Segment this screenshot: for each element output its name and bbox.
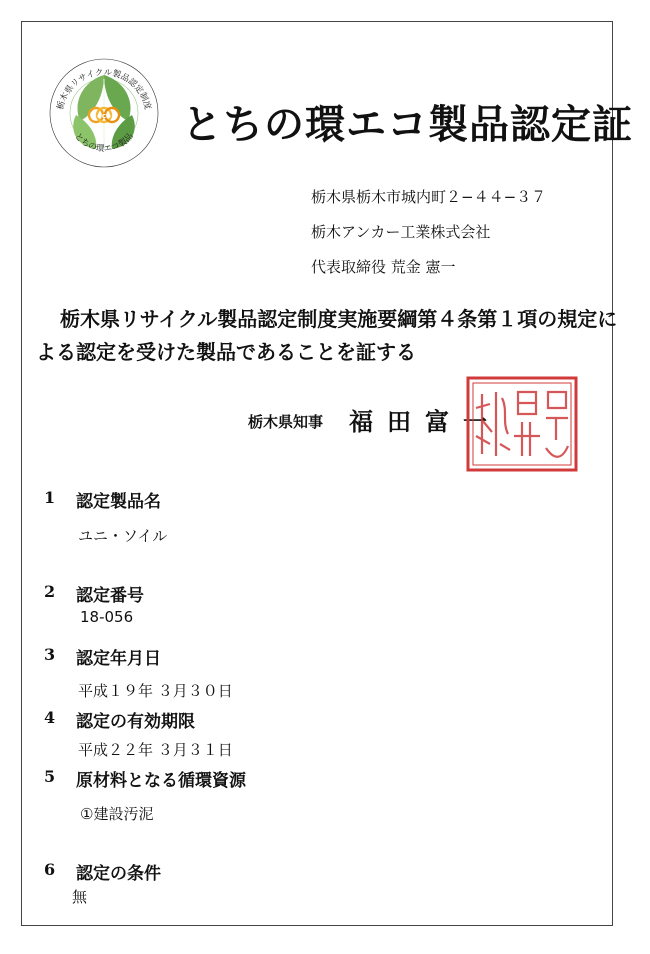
item-heading-cert-date: 認定年月日 (76, 649, 161, 669)
item-number: 5 (44, 767, 56, 786)
item-number: 2 (44, 582, 56, 601)
company-representative: 代表取締役 荒金 憲一 (311, 258, 456, 276)
item-number: 3 (44, 645, 56, 664)
item-number: 1 (44, 488, 56, 507)
tochi-eco-logo (48, 57, 160, 169)
item-heading-conditions: 認定の条件 (76, 864, 161, 884)
certificate-title: とちの環エコ製品認定証 (182, 101, 633, 148)
logo-eco-text: eco (97, 112, 111, 120)
item-value-expiry: 平成２２年 ３月３１日 (78, 741, 233, 759)
issuer-name: 福田富一 (349, 407, 501, 436)
company-name: 栃木アンカー工業株式会社 (311, 223, 491, 241)
item-number: 4 (44, 708, 56, 727)
item-value-product-name: ユニ・ソイル (78, 527, 168, 545)
company-address: 栃木県栃木市城内町２−４４−３７ (311, 188, 547, 206)
issuer-title: 栃木県知事 (248, 413, 324, 431)
statement-line-2: よる認定を受けた製品であることを証する (36, 340, 416, 364)
item-heading-raw-material: 原材料となる循環資源 (76, 771, 246, 791)
item-value-cert-date: 平成１９年 ３月３０日 (78, 682, 233, 700)
item-heading-cert-number: 認定番号 (76, 586, 144, 606)
item-value-cert-number: 18-056 (80, 608, 134, 626)
item-value-conditions: 無 (72, 888, 88, 906)
official-seal (462, 374, 582, 474)
logo-ring-top-text: 栃木県リサイクル製品認定制度 (55, 67, 153, 111)
item-heading-product-name: 認定製品名 (76, 492, 161, 512)
item-value-raw-material: ①建設汚泥 (80, 805, 154, 823)
item-heading-expiry: 認定の有効期限 (76, 712, 195, 732)
logo-ring-bottom-text: とちの環エコ製品 (72, 131, 136, 155)
statement-line-1: 栃木県リサイクル製品認定制度実施要綱第４条第１項の規定に (60, 307, 618, 331)
item-number: 6 (44, 860, 56, 879)
